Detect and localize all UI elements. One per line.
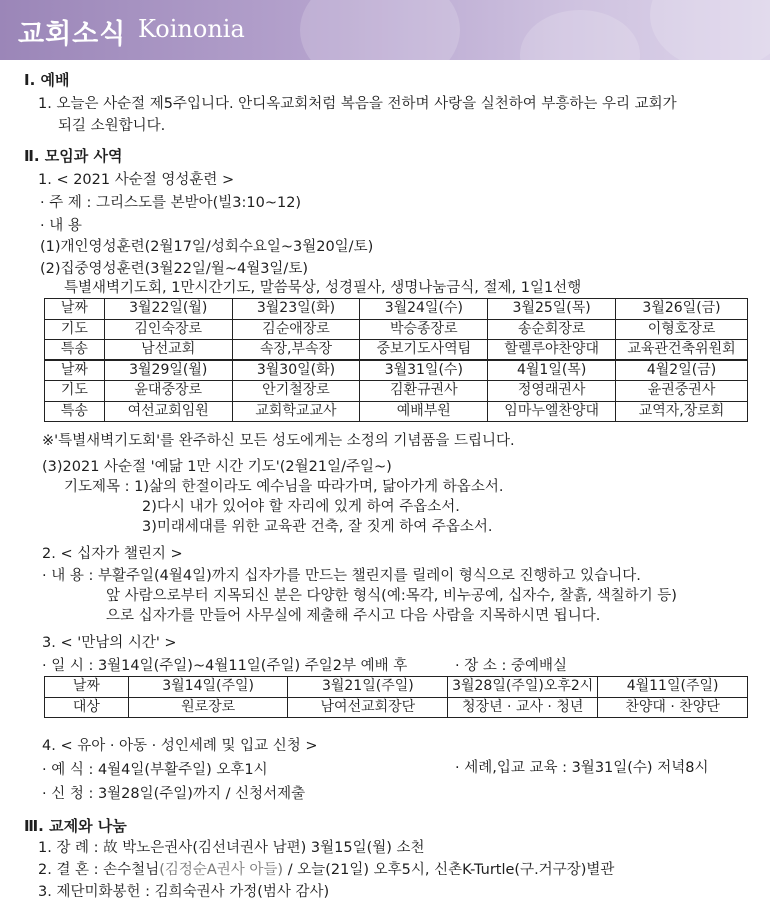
- table-cell: 대상: [45, 697, 129, 718]
- fellowship-wedding: [38, 860, 614, 880]
- table-cell: 남선교회: [104, 340, 232, 361]
- table-cell: 찬양대 · 찬양단: [598, 697, 748, 718]
- table-cell: 김순애장로: [232, 319, 360, 340]
- table-cell: 박승종장로: [360, 319, 488, 340]
- table-row: [45, 697, 748, 718]
- table-cell: 원로장로: [128, 697, 288, 718]
- table-cell: 이형호장로: [616, 319, 748, 340]
- baptism-ceremony: · 예 식 : 4월4일(부활주일) 오후1시: [42, 762, 268, 778]
- ten-thousand-hours-prayer: (3)2021 사순절 '예닮 1만 시간 기도'(2월21일/주일~): [42, 459, 392, 475]
- lent-personal-training: (1)개인영성훈련(2월17일/성회수요일~3월20일/토): [40, 239, 374, 255]
- meeting-schedule-table: [44, 676, 748, 718]
- worship-text-line1: 1. 오늘은 사순절 제5주입니다. 안디옥교회처럼 복음을 전하며 사랑을 실천하여 부흥하는 우리 교회가: [38, 96, 677, 112]
- table-cell: 윤권중권사: [616, 381, 748, 402]
- table-cell: 3월14일(주일): [128, 677, 288, 698]
- wedding-groom: 2. 결 혼 : 손수철님: [38, 862, 160, 878]
- dawn-prayer-schedule-table: [44, 298, 748, 422]
- table-row: [45, 677, 748, 698]
- meeting-time-datetime: · 일 시 : 3월14일(주일)~4월11일(주일) 주일2부 예배 후: [42, 658, 408, 674]
- decoration: [650, 0, 770, 60]
- lent-intensive-training: (2)집중영성훈련(3월22일/월~4월3일/토): [40, 261, 308, 277]
- lent-content-label: · 내 용: [40, 218, 82, 234]
- page-subtitle: Koinonia: [138, 15, 245, 43]
- table-cell: 할렐루야찬양대: [488, 340, 616, 361]
- table-cell: 특송: [45, 340, 105, 361]
- baptism-apply: · 신 청 : 3월28일(주일)까지 / 신청서제출: [42, 786, 306, 802]
- table-cell: 3월25일(목): [488, 299, 616, 320]
- section-heading-fellowship: Ⅲ. 교제와 나눔: [24, 817, 127, 835]
- worship-text-line2: 되길 소원합니다.: [58, 118, 166, 134]
- cross-challenge-line2: 앞 사람으로부터 지목되신 분은 다양한 형식(예:목각, 비누공예, 십자수, 찰흙, 색칠하기 등): [106, 588, 677, 604]
- meeting-time-title: 3. < '만남의 시간' >: [42, 635, 177, 651]
- table-row: [45, 381, 748, 402]
- table-row: [45, 340, 748, 361]
- baptism-education: · 세례,입교 교육 : 3월31일(수) 저녁8시: [455, 760, 709, 776]
- table-cell: 안기철장로: [232, 381, 360, 402]
- decoration: [300, 0, 460, 60]
- lent-title: 1. < 2021 사순절 영성훈련 >: [38, 172, 235, 188]
- table-cell: 3월26일(금): [616, 299, 748, 320]
- cross-challenge-line3: 으로 십자가를 만들어 사무실에 제출해 주시고 다음 사람을 지목하시면 됩니다.: [106, 608, 601, 624]
- table-cell: 4월2일(금): [616, 360, 748, 381]
- table-cell: 정영래권사: [488, 381, 616, 402]
- page-title: 교회소식: [18, 19, 127, 50]
- table-cell: 3월22일(월): [104, 299, 232, 320]
- decoration: [520, 10, 640, 60]
- table-cell: 임마누엘찬양대: [488, 401, 616, 422]
- table-cell: 김인숙장로: [104, 319, 232, 340]
- table-row: [45, 360, 748, 381]
- wedding-detail: / 오늘(21일) 오후5시, 신촌K-Turtle(구.거구장)별관: [283, 862, 615, 878]
- table-row: [45, 319, 748, 340]
- table-cell: 4월1일(목): [488, 360, 616, 381]
- table-cell: 여선교회임원: [104, 401, 232, 422]
- table-cell: 교육관건축위원회: [616, 340, 748, 361]
- cross-challenge-title: 2. < 십자가 챌린지 >: [42, 546, 183, 562]
- fellowship-funeral: 1. 장 례 : 故 박노은권사(김선녀권사 남편) 3월15일(월) 소천: [38, 840, 425, 856]
- table-cell: 4월11일(주일): [598, 677, 748, 698]
- table-cell: 3월28일(주일)오후2시: [448, 677, 598, 698]
- prayer-topic-2: 2)다시 내가 있어야 할 자리에 있게 하여 주옵소서.: [142, 499, 460, 515]
- table-cell: 남여선교회장단: [288, 697, 448, 718]
- prayer-topic-1: 기도제목 : 1)삶의 한절이라도 예수님을 따라가며, 닮아가게 하옵소서.: [64, 479, 504, 495]
- table-cell: 송순회장로: [488, 319, 616, 340]
- section-heading-worship: Ⅰ. 예배: [24, 71, 70, 89]
- table-cell: 3월30일(화): [232, 360, 360, 381]
- table-row: [45, 299, 748, 320]
- section-heading-ministry: Ⅱ. 모임과 사역: [24, 147, 123, 165]
- prayer-topic-3: 3)미래세대를 위한 교육관 건축, 잘 짓게 하여 주옵소서.: [142, 519, 493, 535]
- lent-theme: · 주 제 : 그리스도를 본받아(빌3:10~12): [40, 195, 302, 211]
- table-cell: 교역자,장로회: [616, 401, 748, 422]
- table-cell: 날짜: [45, 299, 105, 320]
- table-cell: 김환규권사: [360, 381, 488, 402]
- table-cell: 교회학교교사: [232, 401, 360, 422]
- dawn-prayer-note: ※'특별새벽기도회'를 완주하신 모든 성도에게는 소정의 기념품을 드립니다.: [42, 433, 515, 449]
- fellowship-donation: 3. 제단미화봉헌 : 김희숙권사 가정(범사 감사): [38, 884, 330, 900]
- table-cell: 특송: [45, 401, 105, 422]
- lent-intensive-detail: 특별새벽기도회, 1만시간기도, 말씀묵상, 성경필사, 생명나눔금식, 절제, 1일1선행: [64, 280, 582, 296]
- wedding-parent-note: (김정순A권사 아들): [159, 862, 284, 878]
- table-cell: 3월31일(수): [360, 360, 488, 381]
- header-banner: [0, 0, 770, 60]
- table-cell: 3월24일(수): [360, 299, 488, 320]
- table-cell: 윤대중장로: [104, 381, 232, 402]
- table-cell: 3월29일(월): [104, 360, 232, 381]
- table-cell: 날짜: [45, 360, 105, 381]
- baptism-title: 4. < 유아 · 아동 · 성인세례 및 입교 신청 >: [42, 738, 318, 754]
- table-cell: 기도: [45, 319, 105, 340]
- table-cell: 예배부원: [360, 401, 488, 422]
- table-cell: 청장년 · 교사 · 청년: [448, 697, 598, 718]
- cross-challenge-line1: · 내 용 : 부활주일(4월4일)까지 십자가를 만드는 챌린지를 릴레이 형식으로 진행하고 있습니다.: [42, 568, 641, 584]
- table-cell: 3월23일(화): [232, 299, 360, 320]
- table-row: [45, 401, 748, 422]
- table-cell: 중보기도사역팀: [360, 340, 488, 361]
- meeting-time-place: · 장 소 : 중예배실: [455, 658, 567, 674]
- table-cell: 날짜: [45, 677, 129, 698]
- table-cell: 3월21일(주일): [288, 677, 448, 698]
- table-cell: 속장,부속장: [232, 340, 360, 361]
- table-cell: 기도: [45, 381, 105, 402]
